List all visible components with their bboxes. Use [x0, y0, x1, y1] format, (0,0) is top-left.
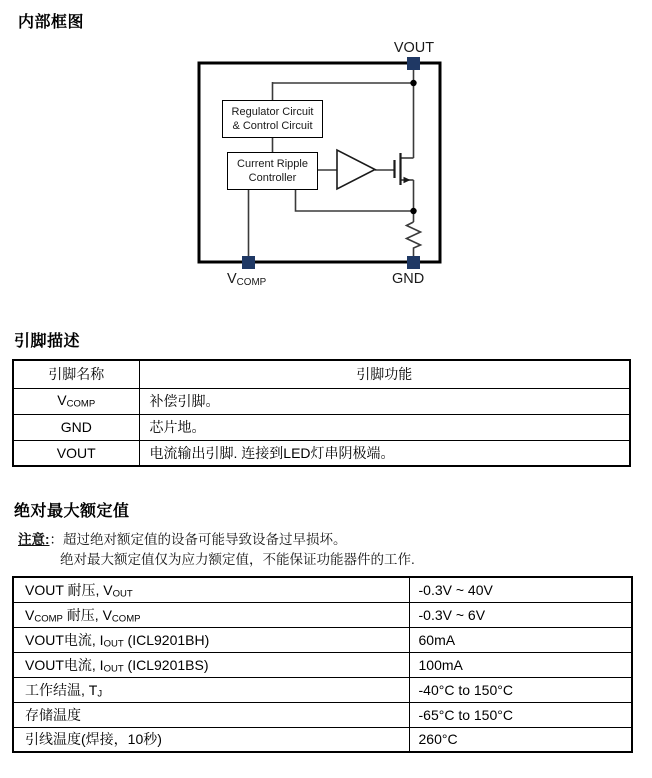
abs-max-heading: 绝对最大额定值 — [14, 503, 130, 520]
table-row — [13, 414, 630, 440]
gnd-pin-label: GND — [392, 271, 425, 287]
table-row — [13, 440, 630, 466]
pin-name-cell: GND — [13, 414, 139, 440]
note-line-1 — [18, 530, 415, 550]
pin-function-header: 引脚功能 — [139, 360, 630, 388]
rating-value-cell: -0.3V ~ 40V — [409, 577, 632, 602]
rating-value-cell: 100mA — [409, 652, 632, 677]
vout-pin-label: VOUT — [393, 40, 435, 56]
table-row — [13, 677, 632, 702]
regulator-control-block — [222, 100, 323, 138]
table-row — [13, 727, 632, 752]
sense-wire — [296, 190, 414, 211]
vout-pin-marker — [407, 57, 420, 70]
rating-value-cell: -40°C to 150°C — [409, 677, 632, 702]
rating-label-cell: VOUT电流, IOUT (ICL9201BH) — [13, 627, 409, 652]
pin-desc-cell: 补偿引脚。 — [139, 388, 630, 414]
pin-desc-cell: 电流输出引脚. 连接到LED灯串阴极端。 — [139, 440, 630, 466]
vcomp-pin-label: VCOMP — [227, 271, 267, 288]
rating-value-cell: 260°C — [409, 727, 632, 752]
table-row — [13, 602, 632, 627]
table-header-row — [13, 360, 630, 388]
rating-label-cell: VCOMP 耐压, VCOMP — [13, 602, 409, 627]
rating-label-cell: 存储温度 — [13, 702, 409, 727]
rating-label-cell: VOUT电流, IOUT (ICL9201BS) — [13, 652, 409, 677]
circuit-diagram-graphic — [0, 40, 652, 302]
block-diagram-heading: 内部框图 — [18, 14, 85, 31]
gnd-pin-marker — [407, 256, 420, 269]
rating-label-cell: 引线温度(焊接，10秒) — [13, 727, 409, 752]
abs-max-ratings-table — [12, 576, 633, 753]
note-text-1: ：超过绝对额定值的设备可能导致设备过早损坏。 — [49, 532, 347, 547]
pin-description-heading: 引脚描述 — [14, 333, 81, 350]
rating-label-cell: 工作结温, TJ — [13, 677, 409, 702]
note-label: 注意: — [18, 532, 50, 547]
rating-value-cell: 60mA — [409, 627, 632, 652]
pin-name-cell: VCOMP — [13, 388, 139, 414]
resistor-symbol — [407, 222, 421, 259]
table-row — [13, 702, 632, 727]
rating-value-cell: -65°C to 150°C — [409, 702, 632, 727]
table-row — [13, 652, 632, 677]
rating-label-cell: VOUT 耐压, VOUT — [13, 577, 409, 602]
mosfet-source-arrow — [404, 177, 411, 183]
ripple-block-line1: Current Ripple — [237, 157, 308, 170]
note-line-2: 绝对最大额定值仅为应力额定值，不能保证功能器件的工作. — [60, 552, 415, 567]
ripple-block-line2: Controller — [248, 172, 297, 184]
buffer-amplifier-symbol — [337, 150, 375, 189]
abs-max-note — [18, 530, 415, 570]
rating-value-cell: -0.3V ~ 6V — [409, 602, 632, 627]
current-ripple-controller-block — [227, 152, 318, 190]
pin-desc-cell: 芯片地。 — [139, 414, 630, 440]
pin-name-cell: VOUT — [13, 440, 139, 466]
junction-dot-top — [410, 80, 416, 86]
table-row — [13, 388, 630, 414]
regulator-block-line1: Regulator Circuit — [231, 105, 314, 118]
vcomp-pin-marker — [242, 256, 255, 269]
table-row — [13, 577, 632, 602]
pin-name-header: 引脚名称 — [13, 360, 139, 388]
regulator-block-line2: & Control Circuit — [232, 120, 313, 132]
junction-dot-bottom — [410, 208, 416, 214]
internal-block-diagram — [0, 40, 652, 302]
table-row — [13, 627, 632, 652]
pin-description-table — [12, 359, 631, 467]
